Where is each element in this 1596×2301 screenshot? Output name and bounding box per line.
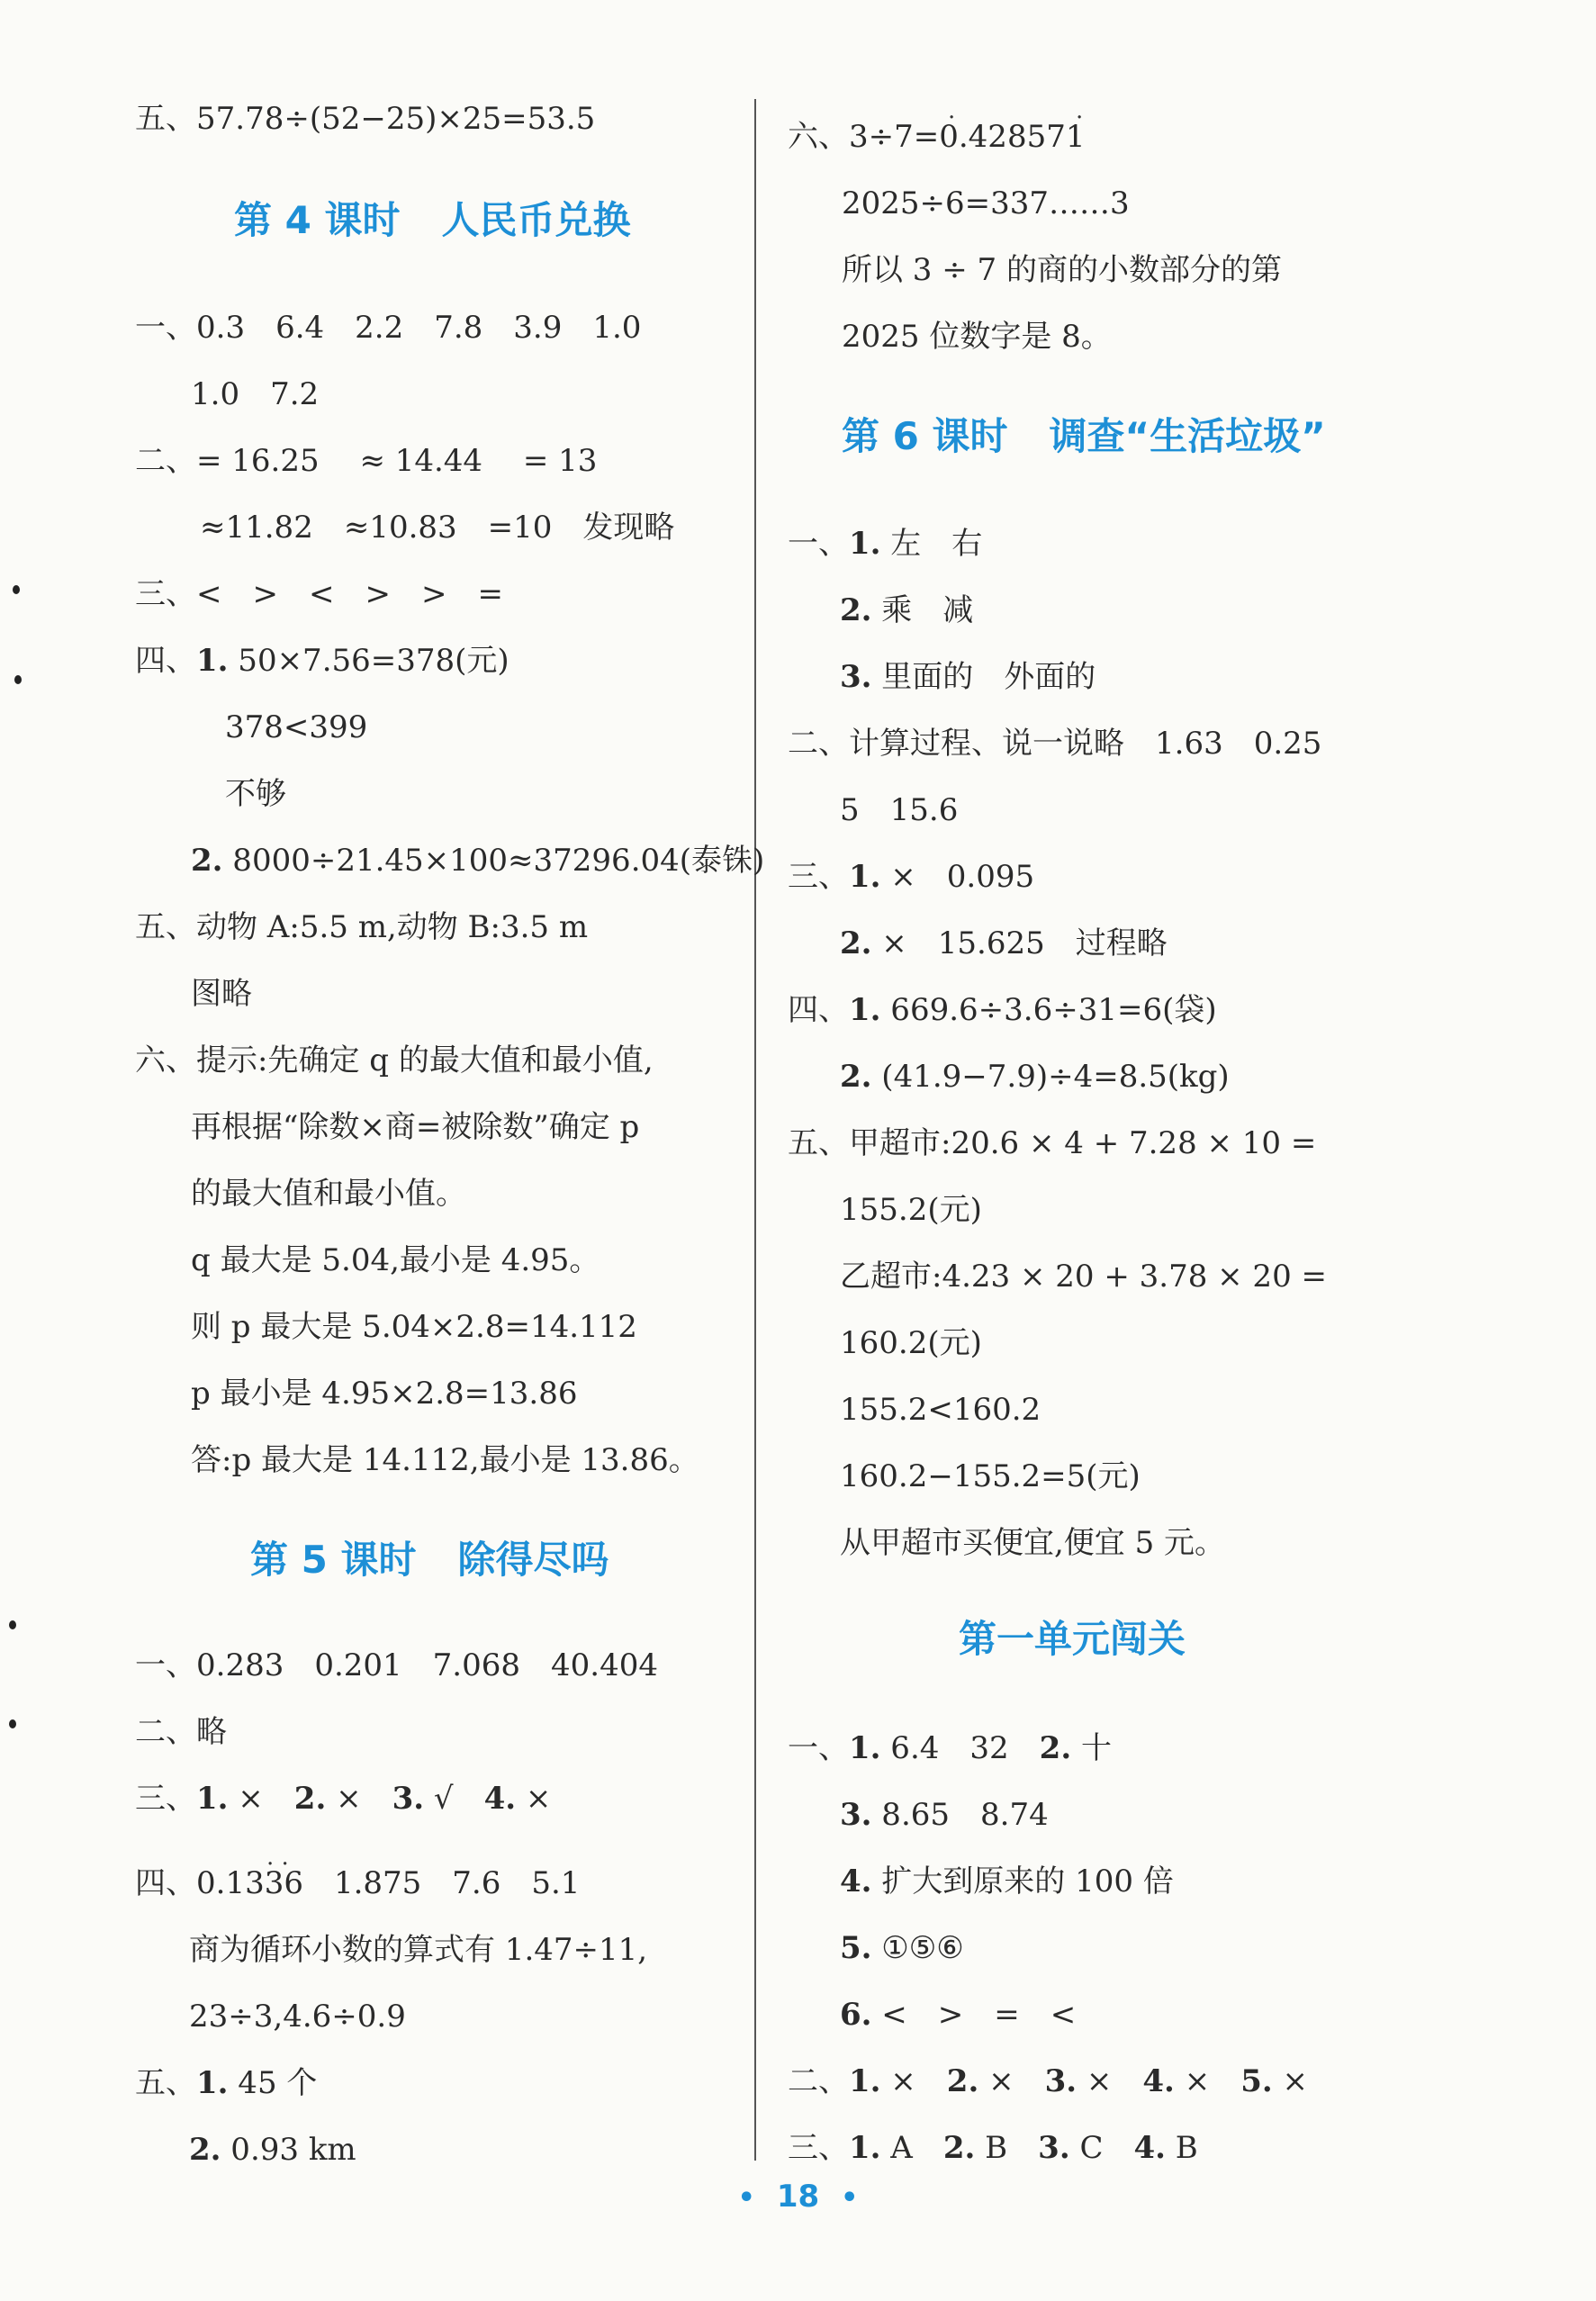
item-number: 1. bbox=[196, 643, 229, 679]
answer-line bbox=[788, 2063, 1308, 2099]
answer-text: B bbox=[975, 2130, 1039, 2166]
item-number: 2. bbox=[946, 2063, 979, 2099]
item-number: 1. bbox=[849, 992, 881, 1028]
answer-text: (41.9−7.9)÷4=8.5(kg) bbox=[871, 1059, 1230, 1095]
answer-line bbox=[788, 2130, 1198, 2166]
scan-mark bbox=[9, 1719, 16, 1728]
answer-line bbox=[788, 526, 982, 562]
answer-text: A bbox=[880, 2130, 943, 2166]
item-number: 2. bbox=[1039, 1730, 1072, 1766]
page-number: 18 bbox=[776, 2179, 820, 2215]
answer-line bbox=[840, 1059, 1230, 1095]
answer-line bbox=[189, 2132, 356, 2168]
answer-text: 扩大到原来的 100 倍 bbox=[871, 1863, 1174, 1899]
answer-text: 0.93 km bbox=[221, 2132, 356, 2168]
answer-line: 二、= 16.25 ≈ 14.44 = 13 bbox=[135, 443, 598, 479]
answer-line bbox=[788, 992, 1217, 1028]
answer-line: 160.2(元) bbox=[840, 1325, 982, 1361]
item-number: 2. bbox=[293, 1781, 327, 1817]
answer-text: 8000÷21.45×100≈37296.04(泰铢) bbox=[222, 843, 765, 879]
item-number: 4. bbox=[1142, 2063, 1175, 2099]
item-number: 1. bbox=[849, 1730, 881, 1766]
repeating-decimal-dots: . bbox=[948, 97, 956, 124]
answer-text: B bbox=[1166, 2130, 1198, 2166]
item-number: 3. bbox=[840, 1797, 872, 1833]
answer-text: × bbox=[228, 1781, 294, 1817]
answer-line: 5 15.6 bbox=[840, 792, 959, 828]
answer-text: 8.65 8.74 bbox=[871, 1797, 1049, 1833]
answer-text: × bbox=[978, 2063, 1045, 2099]
item-number: 2. bbox=[189, 2132, 221, 2168]
answer-line: 则 p 最大是 5.04×2.8=14.112 bbox=[191, 1309, 637, 1345]
answer-line: 从甲超市买便宜,便宜 5 元。 bbox=[840, 1525, 1226, 1561]
answer-line: 三、< > < > > = bbox=[135, 576, 503, 612]
answer-text: 里面的 外面的 bbox=[871, 659, 1096, 695]
answer-prefix: 三、 bbox=[135, 1781, 196, 1817]
answer-line: 六、3÷7=0.428571 bbox=[788, 119, 1086, 155]
answer-line bbox=[135, 643, 509, 679]
answer-text: 左 右 bbox=[880, 526, 983, 562]
answer-line: 2025 位数字是 8。 bbox=[842, 319, 1112, 355]
answer-text: × bbox=[880, 2063, 947, 2099]
answer-line: 2025÷6=337……3 bbox=[842, 185, 1130, 221]
section-title-lesson-6 bbox=[842, 414, 1326, 459]
answer-prefix: 四、 bbox=[135, 643, 196, 679]
item-number: 6. bbox=[840, 1997, 872, 2033]
answer-line bbox=[840, 659, 1096, 695]
column-divider bbox=[754, 99, 756, 2161]
item-number: 3. bbox=[1038, 2130, 1070, 2166]
answer-line bbox=[788, 859, 1034, 895]
answer-text: × bbox=[516, 1781, 552, 1817]
answer-line: 不够 bbox=[225, 776, 286, 812]
item-number: 3. bbox=[392, 1781, 425, 1817]
answer-line: 二、略 bbox=[135, 1714, 227, 1750]
answer-prefix: 一、 bbox=[788, 526, 849, 562]
answer-line: 的最大值和最小值。 bbox=[191, 1176, 466, 1212]
item-number: 2. bbox=[840, 592, 872, 628]
item-number: 1. bbox=[849, 2063, 881, 2099]
answer-line bbox=[840, 1863, 1174, 1899]
answer-text: 669.6÷3.6÷31=6(袋) bbox=[880, 992, 1217, 1028]
answer-line: 商为循环小数的算式有 1.47÷11, bbox=[189, 1932, 648, 1968]
answer-text: × bbox=[1174, 2063, 1241, 2099]
item-number: 4. bbox=[1133, 2130, 1166, 2166]
title-lesson-label: 第 6 课时 bbox=[842, 414, 1008, 458]
answer-text: √ bbox=[424, 1781, 484, 1817]
answer-line bbox=[135, 2065, 317, 2101]
answer-text: × 15.625 过程略 bbox=[871, 925, 1168, 961]
answer-text: × bbox=[1077, 2063, 1143, 2099]
answer-line: 1.0 7.2 bbox=[191, 376, 320, 412]
answer-line: 五、动物 A:5.5 m,动物 B:3.5 m bbox=[135, 909, 589, 945]
answer-line: 图略 bbox=[191, 976, 252, 1012]
item-number: 1. bbox=[849, 2130, 881, 2166]
answer-prefix: 三、 bbox=[788, 859, 849, 895]
section-title-lesson-4 bbox=[234, 198, 630, 243]
answer-line: 六、提示:先确定 q 的最大值和最小值, bbox=[135, 1042, 654, 1078]
answer-line: 155.2(元) bbox=[840, 1192, 982, 1228]
answer-text: 6.4 32 bbox=[880, 1730, 1040, 1766]
answer-line bbox=[840, 1997, 1076, 2033]
answer-line bbox=[788, 1730, 1112, 1766]
answer-line bbox=[840, 1930, 964, 1966]
repeating-decimal-dots: . bbox=[1076, 97, 1084, 124]
answer-line bbox=[840, 592, 973, 628]
scan-mark bbox=[9, 1620, 16, 1629]
item-number: 1. bbox=[849, 859, 881, 895]
answer-text: 45 个 bbox=[228, 2065, 318, 2101]
answer-text: C bbox=[1069, 2130, 1134, 2166]
answer-text: × 0.095 bbox=[880, 859, 1035, 895]
answer-line: 一、0.283 0.201 7.068 40.404 bbox=[135, 1647, 658, 1683]
answer-line: 160.2−155.2=5(元) bbox=[840, 1458, 1141, 1494]
answer-line: q 最大是 5.04,最小是 4.95。 bbox=[191, 1242, 600, 1278]
section-title-unit-1-review: 第一单元闯关 bbox=[959, 1617, 1186, 1661]
title-lesson-label: 第 4 课时 bbox=[234, 198, 401, 242]
section-title-lesson-5 bbox=[250, 1538, 609, 1583]
answer-line: 乙超市:4.23 × 20 + 3.78 × 20 = bbox=[840, 1259, 1327, 1295]
answer-prefix: 二、 bbox=[788, 2063, 849, 2099]
answer-line: 四、0.1336 1.875 7.6 5.1 bbox=[135, 1865, 581, 1901]
answer-line: 五、甲超市:20.6 × 4 + 7.28 × 10 = bbox=[788, 1125, 1317, 1161]
answer-line: 378<399 bbox=[225, 709, 368, 745]
page-footer bbox=[0, 2179, 1596, 2215]
item-number: 5. bbox=[840, 1930, 872, 1966]
item-number: 3. bbox=[840, 659, 872, 695]
answer-text: × bbox=[326, 1781, 392, 1817]
answer-line bbox=[840, 1797, 1049, 1833]
item-number: 1. bbox=[196, 1781, 229, 1817]
item-number: 2. bbox=[840, 1059, 872, 1095]
scan-mark bbox=[14, 675, 22, 684]
answer-line: ≈11.82 ≈10.83 =10 发现略 bbox=[200, 510, 675, 546]
item-number: 1. bbox=[196, 2065, 229, 2101]
answer-prefix: 一、 bbox=[788, 1730, 849, 1766]
footer-dot: • bbox=[737, 2182, 755, 2214]
answer-line: 23÷3,4.6÷0.9 bbox=[189, 1999, 406, 2035]
title-lesson-topic: 除得尽吗 bbox=[457, 1538, 609, 1582]
answer-line: 一、0.3 6.4 2.2 7.8 3.9 1.0 bbox=[135, 310, 642, 346]
item-number: 1. bbox=[849, 526, 881, 562]
answer-line bbox=[191, 843, 764, 879]
item-number: 2. bbox=[942, 2130, 976, 2166]
answer-text: 50×7.56=378(元) bbox=[228, 643, 509, 679]
scan-mark bbox=[13, 585, 20, 594]
answer-line: p 最小是 4.95×2.8=13.86 bbox=[191, 1376, 578, 1412]
item-number: 2. bbox=[191, 843, 223, 879]
item-number: 4. bbox=[483, 1781, 517, 1817]
answer-line: 155.2<160.2 bbox=[840, 1392, 1041, 1428]
answer-line bbox=[840, 925, 1168, 961]
title-lesson-label: 第 5 课时 bbox=[250, 1538, 417, 1582]
answer-prefix: 三、 bbox=[788, 2130, 849, 2166]
footer-dot: • bbox=[841, 2182, 859, 2214]
answer-line bbox=[135, 1781, 551, 1817]
title-lesson-topic: 人民币兑换 bbox=[441, 198, 631, 242]
answer-line: 二、计算过程、说一说略 1.63 0.25 bbox=[788, 726, 1322, 762]
answer-line: 答:p 最大是 14.112,最小是 13.86。 bbox=[191, 1442, 699, 1478]
title-lesson-topic: 调查“生活垃圾” bbox=[1049, 414, 1326, 458]
answer-text: < > = < bbox=[871, 1997, 1077, 2033]
item-number: 5. bbox=[1240, 2063, 1273, 2099]
answer-line: 所以 3 ÷ 7 的商的小数部分的第 bbox=[842, 252, 1282, 288]
answer-line: 再根据“除数×商=被除数”确定 p bbox=[191, 1109, 640, 1145]
answer-prefix: 四、 bbox=[788, 992, 849, 1028]
answer-text: 十 bbox=[1071, 1730, 1112, 1766]
answer-text: ①⑤⑥ bbox=[871, 1930, 964, 1966]
answer-text: 乘 减 bbox=[871, 592, 974, 628]
answer-line: 五、57.78÷(52−25)×25=53.5 bbox=[135, 101, 596, 137]
answer-prefix: 五、 bbox=[135, 2065, 196, 2101]
repeating-decimal-dots: . . bbox=[266, 1844, 289, 1871]
item-number: 4. bbox=[840, 1863, 872, 1899]
answer-text: × bbox=[1272, 2063, 1308, 2099]
item-number: 2. bbox=[840, 925, 872, 961]
item-number: 3. bbox=[1044, 2063, 1078, 2099]
